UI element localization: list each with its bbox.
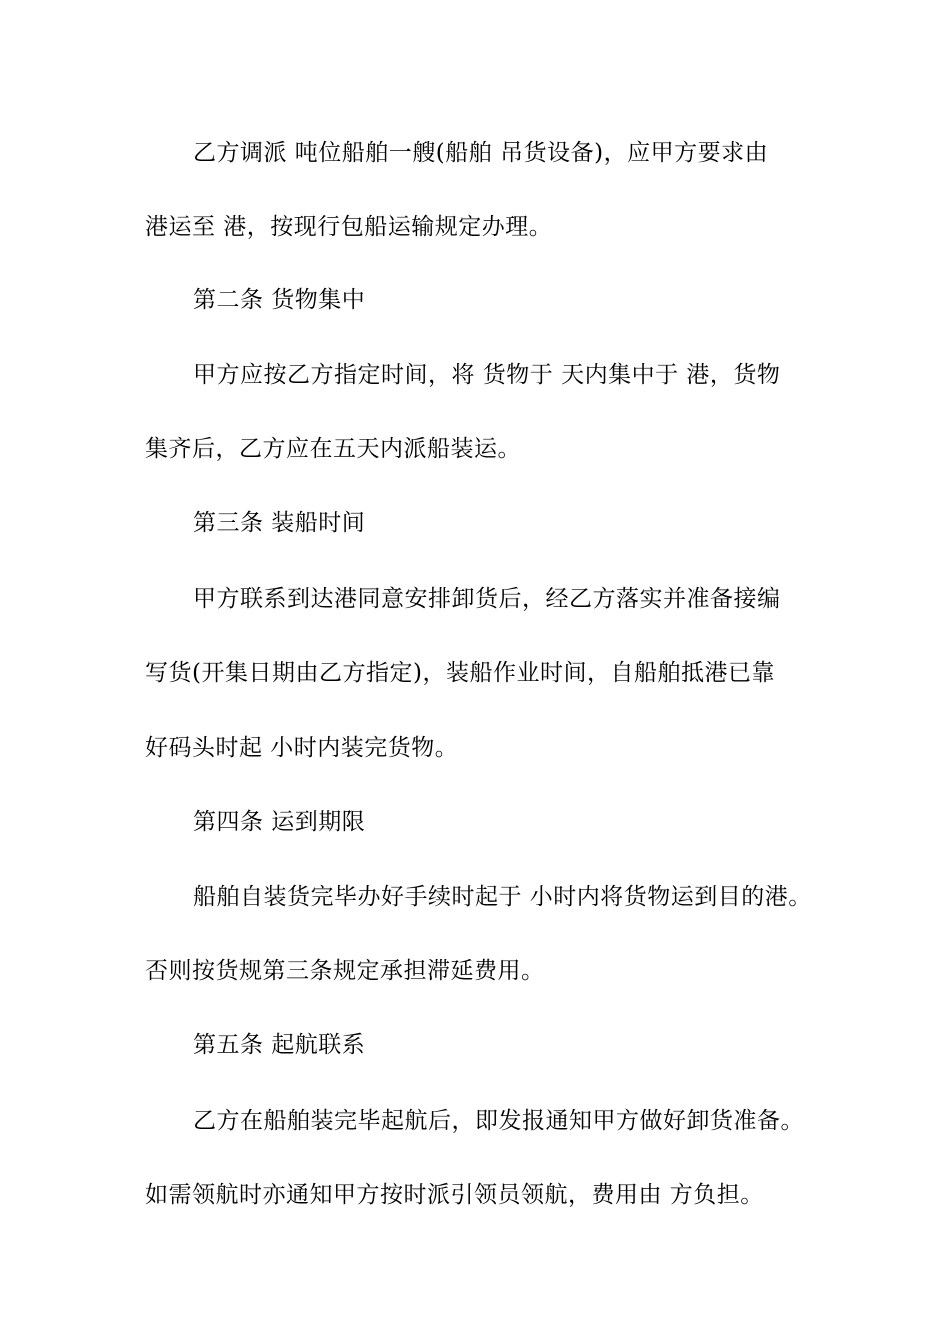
paragraph-line: 甲方应按乙方指定时间，将 货物于 天内集中于 港，货物 (193, 362, 781, 388)
paragraph-line: 写货(开集日期由乙方指定)，装船作业时间，自船舶抵港已靠 (145, 660, 775, 686)
article-heading-5: 第五条 起航联系 (193, 1032, 366, 1058)
article-heading-3: 第三条 装船时间 (193, 510, 366, 536)
paragraph-line: 否则按货规第三条规定承担滞延费用。 (145, 958, 545, 984)
paragraph-line: 如需领航时亦通知甲方按时派引领员领航，费用由 方负担。 (145, 1182, 764, 1208)
paragraph-line: 甲方联系到达港同意安排卸货后，经乙方落实并准备接编 (193, 586, 781, 612)
paragraph-line: 乙方在船舶装完毕起航后，即发报通知甲方做好卸货准备。 (193, 1108, 804, 1134)
paragraph-line: 集齐后，乙方应在五天内派船装运。 (145, 436, 521, 462)
paragraph-line: 港运至 港，按现行包船运输规定办理。 (145, 214, 553, 240)
paragraph-line: 乙方调派 吨位船舶一艘(船舶 吊货设备)，应甲方要求由 (193, 140, 769, 166)
article-heading-4: 第四条 运到期限 (193, 809, 366, 835)
article-heading-2: 第二条 货物集中 (193, 287, 366, 313)
paragraph-line: 好码头时起 小时内装完货物。 (145, 735, 459, 761)
paragraph-line: 船舶自装货完毕办好手续时起于 小时内将货物运到目的港。 (193, 884, 812, 910)
